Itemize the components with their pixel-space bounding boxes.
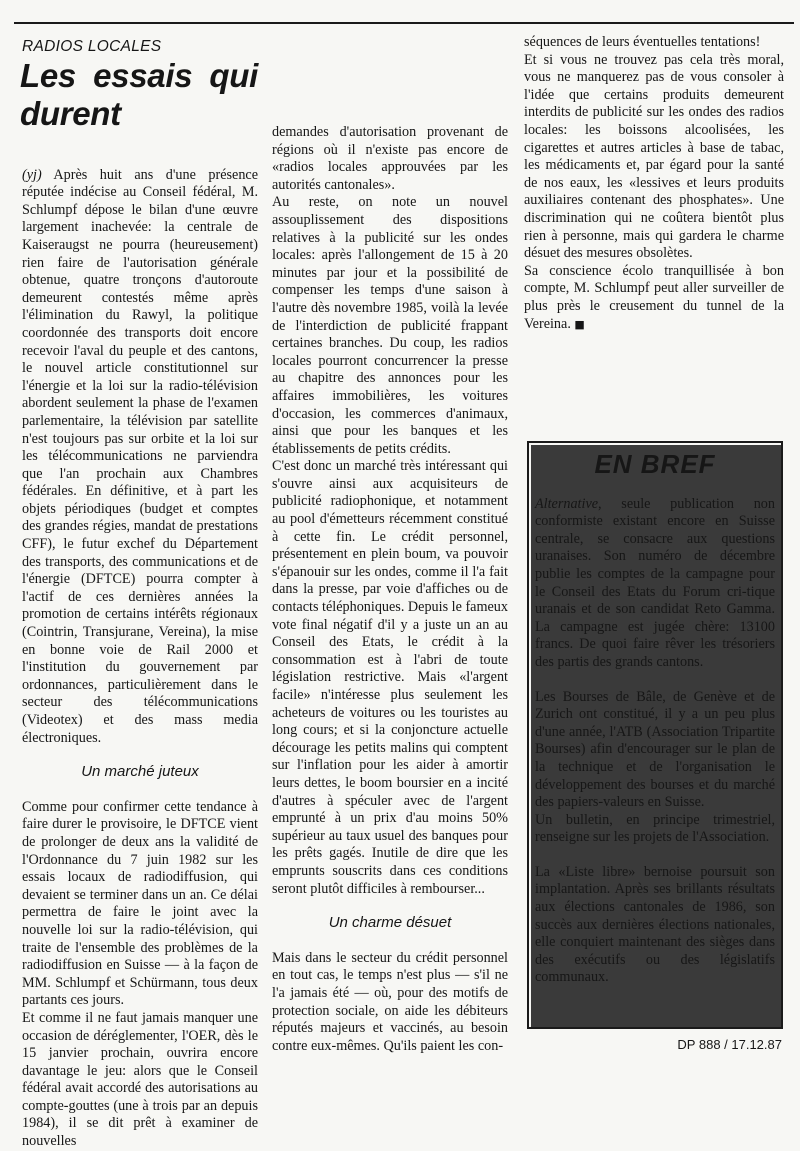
paragraph: C'est donc un marché très intéressant qui s'ouvre ainsi aux acquisiteurs de publicité radiophonique, et notamment au pool d'émetteurs récemment constitué à cette fin. Le crédit personnel, présentement en plein boum, va pouvoir s'épanouir sur les ondes, comme il l'a fait dans la presse, par voie d'affiches ou de contacts téléphoniques. Depuis le fameux vote final négatif d'il y a juste un an au Conseil des Etats, le crédit à la consommation est à l'abri de toute législation restrictive. Mais «l'argent facile» n'intéresse plus seulement les acheteurs de voitures ou les touristes au long cours; et si la conjoncture actuelle décourage les petits malins qui comptent sur l'inflation pour les aider à amortir leurs dettes, le boom boursier en a incité d'autres à spéculer avec de l'argent emprunté à un prix d'au moins 50% supérieur au taux usuel des banques pour les prêts gagés. Inutile de dire que les emprunts souscrits dans ces conditions seront plutôt difficiles à rembourser...: [272, 458, 508, 897]
column-1: [22, 24, 258, 1151]
brief-item: La «Liste libre» bernoise poursuit son implantation. Après ses brillants résultats aux élections cantonales de 1986, son succès aux dernières élections nationales, elle conquiert maintenant des sièges dans des exécutifs ou des législatifs communaux.: [535, 863, 775, 986]
publication-name: Alternative: [535, 495, 599, 512]
paragraph: Au reste, on note un nouvel assouplissement des dispositions relatives à la publicité sur les ondes locales: après l'allongement de 15 à 20 minutes par jour et la possibilité de compenser les temps d'une saison à l'autre dès novembre 1985, voilà la levée de l'interdiction de publicité frappant certaines branches. Du coup, les radios locales pourront concurrencer la presse au chapitre des annonces pour les affaires immobilières, les voitures d'occasion, les commerces d'animaux, ainsi que pour les banques et les établissements de petits crédits.: [272, 194, 508, 457]
brief-item: Alternative, seule publication non conformiste existant encore en Suisse centrale, se consacre aux questions uranaises. Son numéro de décembre publie les comptes de la campagne pour le Conseil des Etats du Forum cri-tique uranais et de son candidat Reto Gamma. La campagne est jugée chère: 13100 francs. De quoi faire rêver les trésoriers des partis des grands cantons.: [535, 495, 775, 670]
brief-item: Les Bourses de Bâle, de Genève et de Zurich ont constitué, il y a un peu plus d'une année, l'ATB (Association Tripartite Bourses) afin d'encourager sur le plan de la technique et de l'organisation le développement des bourses et du marché des papiers-valeurs en Suisse. Un bulletin, en principe trimestriel, renseigne sur les projets de l'Association.: [535, 688, 775, 846]
article-title: Les essais qui durent: [20, 56, 258, 132]
paragraph: Sa conscience écolo tranquillisée à bon compte, M. Schlumpf peut aller surveiller de plus près le creusement du tunnel de la Vereina. ■: [524, 262, 784, 332]
en-bref-content: [535, 446, 775, 1004]
paragraph: Et comme il ne faut jamais manquer une occasion de déréglementer, l'OER, dès le 15 janvier prochain, ouvrira encore davantage le jeu: alors que le Conseil fédéral avait accordé des autorisations au compte-gouttes (une à trois par an depuis 1984), il se dit prêt à examiner de nouvelles: [22, 1009, 258, 1150]
page-footer: DP 888 / 17.12.87: [677, 1037, 782, 1052]
section-kicker: RADIOS LOCALES: [22, 38, 162, 55]
paragraph: Et si vous ne trouvez pas cela très moral, vous ne manquerez pas de vous consoler à l'idée que certains produits demeurent interdits de publicité sur les ondes des radios locales: les boissons alcoolisées, les cigarettes et autres articles à base de tabac, les médicaments et, par égard pour la santé de nos eaux, les «lessives et leurs produits auxiliaires contenant des phosphates». Une discrimination qui ne coûtera bientôt plus rien à personne, mais qui gardera le charme désuet des mesures obsolètes.: [524, 51, 784, 262]
column-2: [272, 124, 508, 1055]
subheading: Un marché juteux: [81, 763, 199, 781]
paragraph: Comme pour confirmer cette tendance à faire durer le provisoire, le DFTCE vient de prolonger de deux ans la validité de l'Ordonnance du 7 juin 1982 sur les essais locaux de radiodiffusion, qui devaient se terminer dans un an. Ce délai permettra de faire le joint avec la nouvelle loi sur la radio-télévision, qui traite de l'ensemble des problèmes de la radiodiffusion en Suisse — à la façon de MM. Schlumpf et Schürmann, tous deux partants ces jours.: [22, 798, 258, 1009]
en-bref-title: EN BREF: [594, 449, 716, 479]
subheading: Un charme désuet: [328, 914, 452, 932]
paragraph: séquences de leurs éventuelles tentations!: [524, 34, 761, 50]
end-mark: ■: [574, 317, 585, 331]
paragraph: demandes d'autorisation provenant de régions où il n'existe pas encore de «radios locales approuvées par les autorités cantonales».: [272, 124, 508, 193]
paragraph: Mais dans le secteur du crédit personnel en tout cas, le temps n'est plus — s'il ne l'a jamais été — où, pour des motifs de protection sociale, on aide les débiteurs réputés majeurs et vaccinés, au besoin contre eux-mêmes. Qu'ils paient les con-: [272, 949, 508, 1054]
byline: (yj): [22, 166, 42, 183]
paragraph: (yj) Après huit ans d'une présence réputée indécise au Conseil fédéral, M. Schlumpf dépose le bilan d'une œuvre largement inachevée: la centrale de Kaiseraugst ne pourra (heureusement) rien faire de l'autorisation générale obtenue, quatre tronçons d'autoroute demeurent contestés même après l'élimination du Rawyl, la politique coordonnée des transports doit encore recevoir l'aval du peuple et des cantons, le nouvel article constitutionnel sur l'énergie et la loi sur la radio-télévision abordent seulement la phase de l'examen parlementaire, la télévision par satellite n'est toujours pas sur orbite et la loi sur les télécommunications ne parviendra que l'an prochain aux Chambres fédérales. En définitive, et à part les objets périodiques (budget et comptes des grandes régies, mandat de prestations CFF), le futur exchef du Département des transports, des communications et de l'énergie (DFTCE) pourra compter à l'actif de ces dernières années la promotion de certains intérêts régionaux (Cointrin, Transjurane, Vereina), la mise en bonne voie de Rail 2000 et l'institution du gouvernement par ordonnances, particulièrement dans le secteur des télécommunications (Videotex) et des mass media électroniques.: [22, 166, 259, 746]
column-3: [524, 34, 784, 333]
